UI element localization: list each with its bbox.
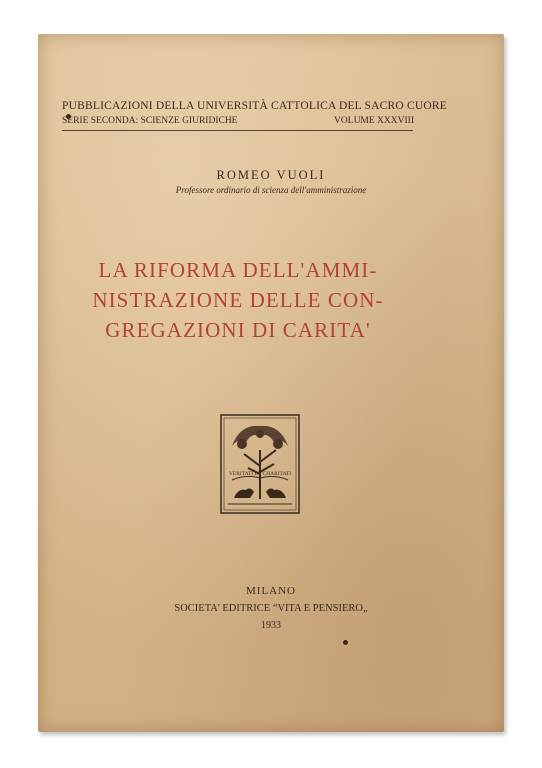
volume-label: VOLUME XXXVIII [334,116,414,126]
series-title: PUBBLICAZIONI DELLA UNIVERSITÀ CATTOLICA DEL SACRO CUORE [62,100,447,112]
series-subtitle [62,116,414,126]
author-role: Professore ordinario di scienza dell'amministrazione [175,185,367,195]
author-name: ROMEO VUOLI [216,168,326,182]
book-title-line: NISTRAZIONE DELLE CON- [92,288,384,312]
publication-year: 1933 [261,620,281,631]
book-title-line: LA RIFORMA DELL'AMMI- [98,258,378,282]
book-title-line: GREGAZIONI DI CARITA' [105,318,371,342]
ink-spot [343,640,348,645]
header-rule [62,130,413,131]
publication-city: MILANO [246,585,296,597]
publisher-name: SOCIETA' EDITRICE “VITA E PENSIERO„ [174,603,368,614]
emblem-motto: VERITATI ET CHARITATI [228,471,292,477]
subseries-label: SERIE SECONDA: SCIENZE GIURIDICHE [62,116,238,126]
publisher-emblem-icon [220,414,300,514]
